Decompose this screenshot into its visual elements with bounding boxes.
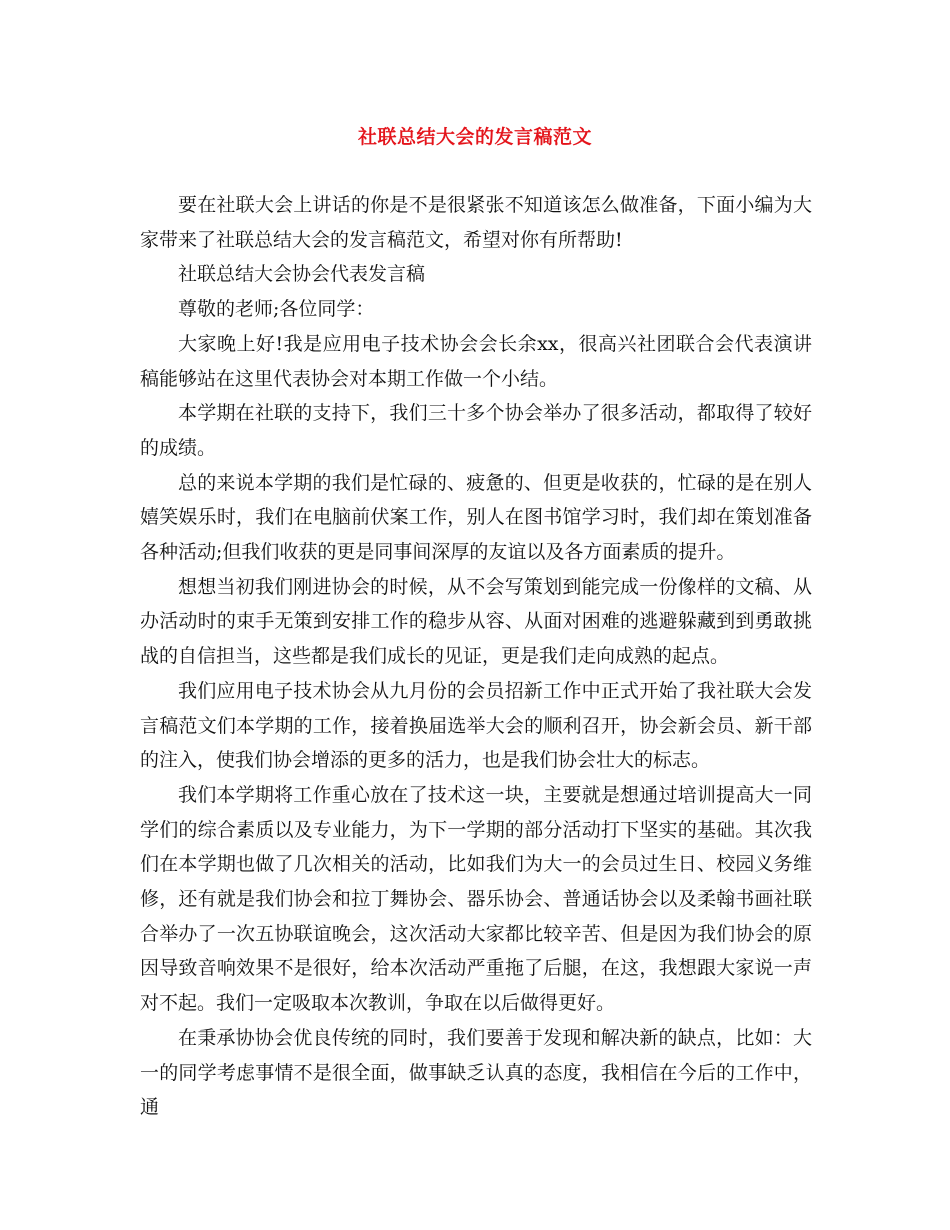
paragraph: 本学期在社联的支持下，我们三十多个协会举办了很多活动，都取得了较好的成绩。 [140,402,812,459]
paragraph: 我们应用电子技术协会从九月份的会员招新工作中正式开始了我社联大会发言稿范文们本学期的工作，接着换届选举大会的顺利召开，协会新会员、新干部的注入，使我们协会增添的更多的活力，也是我们协会壮大的标志。 [140,679,812,772]
paragraph: 总的来说本学期的我们是忙碌的、疲惫的、但更是收获的，忙碌的是在别人嬉笑娱乐时，我们在电脑前伏案工作，别人在图书馆学习时，我们却在策划准备各种活动;但我们收获的更是同事间深厚的友谊以及各方面素质的提升。 [140,471,812,564]
document-title: 社联总结大会的发言稿范文 [357,126,592,148]
paragraph-subtitle: 社联总结大会协会代表发言稿 [178,263,426,286]
paragraph-intro: 要在社联大会上讲话的你是不是很紧张不知道该怎么做准备，下面小编为大家带来了社联总结大会的发言稿范文，希望对你有所帮助! [140,194,812,251]
paragraph: 想想当初我们刚进协会的时候，从不会写策划到能完成一份像样的文稿、从办活动时的束手无策到安排工作的稳步从容、从面对困难的逃避躲藏到到勇敢挑战的自信担当，这些都是我们成长的见证，更是我们走向成熟的起点。 [140,575,812,668]
paragraph: 大家晚上好!我是应用电子技术协会会长余xx，很高兴社团联合会代表演讲稿能够站在这里代表协会对本期工作做一个小结。 [140,332,812,390]
paragraph: 在秉承协协会优良传统的同时，我们要善于发现和解决新的缺点，比如：大一的同学考虑事情不是很全面，做事缺乏认真的态度，我相信在今后的工作中，通 [140,1026,812,1119]
document-body [140,188,812,1125]
paragraph-salutation: 尊敬的老师;各位同学： [178,298,375,321]
paragraph: 我们本学期将工作重心放在了技术这一块，主要就是想通过培训提高大一同学们的综合素质以及专业能力，为下一学期的部分活动打下坚实的基础。其次我们在本学期也做了几次相关的活动，比如我们为大一的会员过生日、校园义务维修，还有就是我们协会和拉丁舞协会、器乐协会、普通话协会以及柔翰书画社联合举办了一次五协联谊晚会，这次活动大家都比较辛苦、但是因为我们协会的原因导致音响效果不是很好，给本次活动严重拖了后腿，在这，我想跟大家说一声对不起。我们一定吸取本次教训，争取在以后做得更好。 [140,783,812,1015]
